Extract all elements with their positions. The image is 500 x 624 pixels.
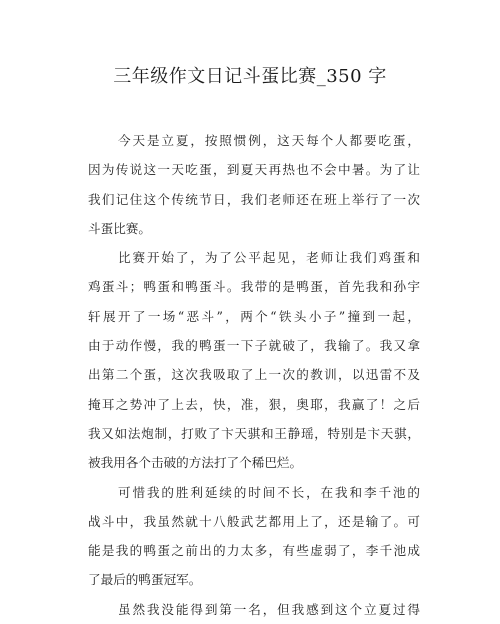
text-line: 战斗中，我虽然就十八般武艺都用上了，还是输了。可 <box>88 513 420 529</box>
text-line: 鸡蛋斗；鸭蛋和鸭蛋斗。我带的是鸭蛋，首先我和孙宇 <box>88 279 420 295</box>
text-line: 由于动作慢，我的鸭蛋一下子就破了，我输了。我又拿 <box>88 338 420 354</box>
document-title: 三年级作文日记斗蛋比赛_350 字 <box>113 66 387 87</box>
text-line: 可惜我的胜利延续的时间不长，在我和李千池的 <box>118 484 420 500</box>
text-line: 掩耳之势冲了上去，快，准，狠，奥耶，我赢了！之后 <box>88 396 420 412</box>
text-line: 因为传说这一天吃蛋，到夏天再热也不会中暑。为了让 <box>88 162 420 178</box>
document-body <box>88 126 420 624</box>
text-line: 斗蛋比赛。 <box>88 220 151 236</box>
text-line: 了最后的鸭蛋冠军。 <box>88 572 202 588</box>
text-line: 虽然我没能得到第一名，但我感到这个立夏过得 <box>118 601 420 617</box>
text-line: 被我用各个击破的方法打了个稀巴烂。 <box>88 455 303 471</box>
text-line: 出第二个蛋，这次我吸取了上一次的教训，以迅雷不及 <box>88 367 420 383</box>
text-line: 今天是立夏，按照惯例，这天每个人都要吃蛋， <box>118 133 420 148</box>
text-line: 能是我的鸭蛋之前出的力太多，有些虚弱了，李千池成 <box>88 543 420 559</box>
text-line: 我们记住这个传统节日，我们老师还在班上举行了一次 <box>88 191 420 207</box>
text-line: 我又如法炮制，打败了卞天骐和王静瑶，特别是卞天骐， <box>88 425 420 441</box>
text-line: 轩展开了一场“恶斗”，两个“铁头小子”撞到一起， <box>88 308 420 324</box>
text-line: 比赛开始了，为了公平起见，老师让我们鸡蛋和 <box>118 250 420 266</box>
